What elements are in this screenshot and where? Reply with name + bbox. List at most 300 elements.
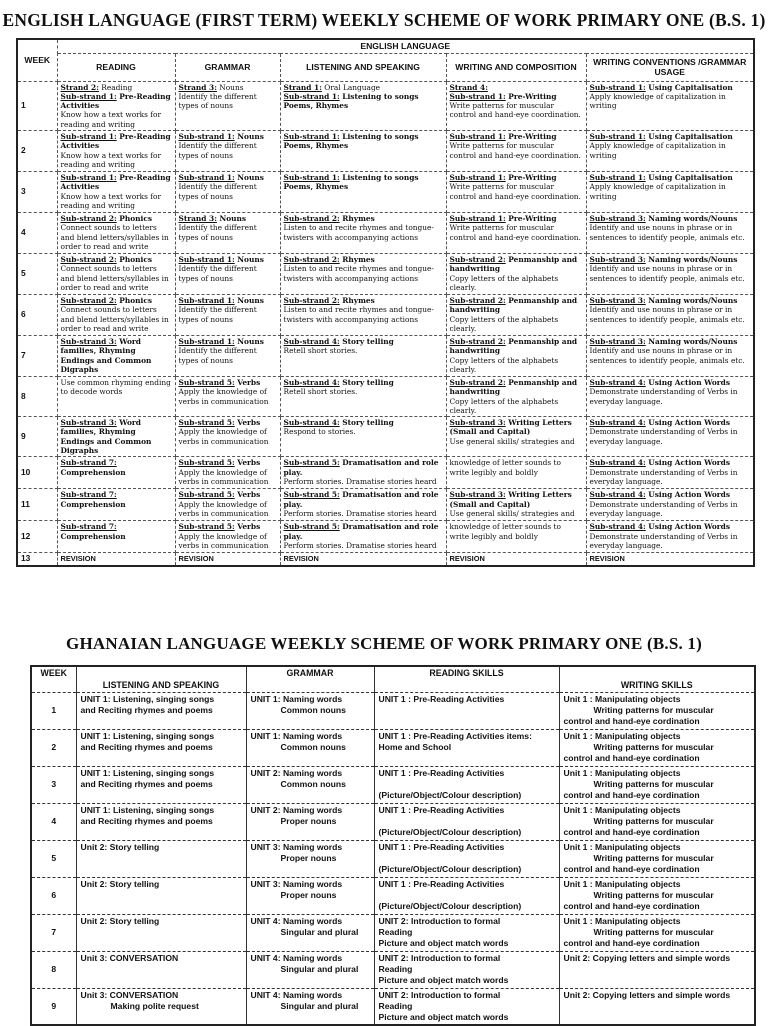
- strand-title: Dramatisation and role play.: [283, 522, 439, 541]
- strand-title: Pre-Reading Activities: [60, 172, 171, 192]
- listening-cell: [280, 457, 446, 489]
- description-text: Connect sounds to letters and blend letters/syllables in order to read and write: [60, 264, 169, 292]
- strand-label: Sub-strand 2:: [449, 254, 506, 264]
- cell-line: control and hand-eye cordination: [563, 863, 700, 874]
- description-text: Retell short stories.: [283, 346, 358, 356]
- strand-label: Sub-strand 2:: [60, 213, 117, 223]
- strand-label: Sub-strand 5:: [178, 418, 235, 428]
- cell-line: UNIT 1 : Pre-Reading Activities: [378, 841, 505, 852]
- description-text: Apply the knowledge of verbs in communication: [178, 387, 269, 406]
- english-scheme-title: ENGLISH LANGUAGE (FIRST TERM) WEEKLY SCHEME OF WORK PRIMARY ONE (B.S. 1): [2, 10, 766, 30]
- description-text: Perform stories. Dramatise stories heard: [283, 508, 437, 518]
- grammar-cell: [175, 81, 280, 130]
- table-row: [31, 877, 755, 914]
- cell-line: UNIT 4: Naming words: [250, 989, 343, 1000]
- table-row: [31, 914, 755, 951]
- header-grammar: GRAMMAR: [175, 53, 280, 81]
- strand-title: Listening to songs Poems, Rhymes: [283, 131, 419, 151]
- cell-line: Writing patterns for muscular: [593, 778, 714, 789]
- listening-cell: [280, 130, 446, 171]
- strand-title: Pre-Writing: [505, 91, 557, 101]
- week-number: 8: [17, 376, 57, 416]
- cell-line: control and hand-eye cordination: [563, 826, 700, 837]
- week-number: 4: [17, 212, 57, 253]
- writing-cell: [446, 489, 586, 521]
- strand-label: Sub-strand 1:: [60, 91, 117, 101]
- strand-label: Sub-strand 1:: [178, 172, 235, 182]
- conventions-cell: [586, 253, 754, 294]
- description-text: Identify the different types of nouns: [178, 346, 257, 365]
- description-text: Identify the different types of nouns: [178, 223, 257, 242]
- description-text: Identify the different types of nouns: [178, 264, 257, 283]
- strand-label: Sub-strand 1:: [283, 91, 340, 101]
- week-number: 5: [17, 253, 57, 294]
- strand-title: Word families, Rhyming Endings and Common Digraphs: [60, 418, 152, 456]
- description-text: Listen to and recite rhymes and tongue-twisters with accompanying actions: [283, 305, 434, 324]
- strand-title: Using Action Words: [645, 377, 730, 387]
- strand-title: Verbs: [234, 522, 261, 532]
- conventions-cell: [586, 81, 754, 130]
- cell-line: UNIT 1: Listening, singing songs: [80, 693, 215, 704]
- strand-title: Using Capitalisation: [645, 172, 733, 182]
- writing-cell: [446, 521, 586, 553]
- grammar-cell: [175, 457, 280, 489]
- description-text: Know how a text works for reading and writing: [60, 150, 162, 169]
- grammar-cell: [246, 877, 374, 914]
- cell-line: Proper nouns: [280, 815, 337, 826]
- description-text: Demonstrate understanding of Verbs in everyday language.: [589, 531, 738, 550]
- cell-line: UNIT 1: Listening, singing songs: [80, 767, 215, 778]
- description-text: Demonstrate understanding of Verbs in everyday language.: [589, 387, 738, 406]
- strand-title: Writing Letters (Small and Capital): [449, 418, 572, 437]
- conventions-cell: [586, 335, 754, 376]
- strand-label: Sub-strand 3:: [589, 295, 646, 305]
- strand-label: Sub-strand 4:: [589, 458, 646, 468]
- description-text: Listen to and recite rhymes and tongue-twisters with accompanying actions: [283, 264, 434, 283]
- table-row: [31, 692, 755, 729]
- conventions-cell: [586, 376, 754, 416]
- description-text: Apply the knowledge of verbs in communication: [178, 531, 269, 550]
- grammar-cell: [175, 171, 280, 212]
- week-number: 10: [17, 457, 57, 489]
- strand-label: Sub-strand 1:: [589, 131, 646, 141]
- strand-label: Sub-strand 1:: [449, 213, 506, 223]
- cell-line: Unit 2: Story telling: [80, 841, 160, 852]
- week-number: 2: [31, 729, 76, 766]
- cell-line: Proper nouns: [280, 852, 337, 863]
- reading-cell: [57, 489, 175, 521]
- strand-title: Rhymes: [339, 213, 375, 223]
- strand-label: Sub-strand 5:: [178, 377, 235, 387]
- week-number: 3: [31, 766, 76, 803]
- strand-label: Strand 1:: [283, 82, 322, 92]
- description-text: Identify the different types of nouns: [178, 91, 257, 111]
- table-row: [31, 766, 755, 803]
- cell-line: control and hand-eye cordination: [563, 715, 700, 726]
- strand-label: Sub-strand 3:: [60, 418, 117, 428]
- strand-label: Sub-strand 1:: [178, 254, 235, 264]
- strand-label: Sub-strand 5:: [178, 458, 235, 468]
- cell-line: Unit 1 : Manipulating objects: [563, 767, 681, 778]
- conventions-cell: [586, 457, 754, 489]
- cell-line: Unit 2: Copying letters and simple words: [563, 989, 731, 1000]
- strand-label: Sub-strand 3:: [449, 490, 506, 500]
- cell-line: UNIT 1 : Pre-Reading Activities: [378, 878, 505, 889]
- strand-label: Sub-strand 3:: [449, 418, 506, 428]
- description-text: Copy letters of the alphabets clearly.: [449, 355, 559, 374]
- strand-label: Sub-strand 4:: [589, 490, 646, 500]
- strand-title: Story telling: [339, 336, 394, 346]
- reading-cell: [57, 130, 175, 171]
- writing-cell: [446, 212, 586, 253]
- strand-title: Comprehension: [60, 499, 126, 509]
- week-number: 5: [31, 840, 76, 877]
- cell-line: Singular and plural: [280, 926, 359, 937]
- cell-line: UNIT 4: Naming words: [250, 915, 343, 926]
- strand-title: Using Capitalisation: [645, 82, 733, 92]
- grammar-cell: [246, 951, 374, 988]
- writing-cell: [446, 335, 586, 376]
- table-row: [17, 212, 754, 253]
- week-number: 9: [17, 417, 57, 457]
- spacer: [379, 779, 555, 790]
- description-text: Apply the knowledge of verbs in communication: [178, 467, 269, 486]
- grammar-cell: [175, 376, 280, 416]
- week-number: 1: [31, 692, 76, 729]
- description-text: Identify and use nouns in phrase or in sentences to identify people, animals etc.: [589, 346, 745, 365]
- strand-label: Sub-strand 5:: [283, 522, 340, 532]
- reading-cell: [57, 212, 175, 253]
- cell-line: Unit 2: Story telling: [80, 878, 160, 889]
- header-listening-speaking: LISTENING AND SPEAKING: [280, 53, 446, 81]
- strand-label: Sub-strand 5:: [178, 522, 235, 532]
- strand-title: Nouns: [216, 213, 247, 223]
- description-text: Respond to stories.: [283, 427, 356, 437]
- revision-cell: REVISION: [175, 553, 280, 566]
- strand-label: Sub-strand 2:: [283, 213, 340, 223]
- strand-label: Sub-strand 2:: [283, 254, 340, 264]
- strand-label: Sub-strand 1:: [60, 172, 117, 182]
- description-text: Copy letters of the alphabets clearly.: [449, 314, 559, 333]
- description-text: Reading: [98, 82, 133, 92]
- week-number: 7: [31, 914, 76, 951]
- description-text: Connect sounds to letters and blend letters/syllables in order to read and write: [60, 223, 169, 251]
- cell-line: Unit 2: Story telling: [80, 915, 160, 926]
- week-number: 1: [17, 81, 57, 130]
- strand-label: Sub-strand 4:: [589, 377, 646, 387]
- strand-label: Sub-strand 1:: [449, 131, 506, 141]
- description-text: Demonstrate understanding of Verbs in everyday language.: [589, 427, 738, 446]
- cell-line: Unit 1 : Manipulating objects: [563, 730, 681, 741]
- strand-title: Nouns: [234, 336, 264, 346]
- reading-cell: [374, 803, 559, 840]
- table-row: [17, 521, 754, 553]
- strand-label: Sub-strand 4:: [283, 336, 340, 346]
- table-row: [17, 253, 754, 294]
- cell-line: Unit 3: CONVERSATION: [80, 952, 179, 963]
- reading-cell: [374, 692, 559, 729]
- cell-line: Common nouns: [280, 741, 346, 752]
- table-row: [17, 335, 754, 376]
- grammar-cell: [175, 294, 280, 335]
- strand-title: Verbs: [234, 490, 261, 500]
- writing-cell: [446, 294, 586, 335]
- gh-header-reading-skills: READING SKILLS: [374, 666, 559, 692]
- strand-title: Pre-Writing: [505, 131, 557, 141]
- description-text: Use general skills/ strategies and: [449, 436, 575, 446]
- cell-line: Unit 1 : Manipulating objects: [563, 841, 681, 852]
- strand-title: Phonics: [116, 254, 152, 264]
- cell-line: Home and School: [378, 741, 452, 752]
- grammar-cell: [246, 803, 374, 840]
- revision-cell: REVISION: [446, 553, 586, 566]
- grammar-cell: [175, 417, 280, 457]
- english-scheme-table: [16, 38, 755, 567]
- description-text: Identify and use nouns in phrase or in sentences to identify people, animals etc.: [589, 305, 745, 324]
- description-text: Apply knowledge of capitalization in writing: [589, 91, 726, 111]
- cell-line: UNIT 2: Introduction to formal: [378, 952, 501, 963]
- cell-line: UNIT 4: Naming words: [250, 952, 343, 963]
- table-row: [17, 81, 754, 130]
- cell-line: control and hand-eye cordination: [563, 752, 700, 763]
- header-reading: READING: [57, 53, 175, 81]
- description-text: Use general skills/ strategies and: [449, 508, 575, 518]
- strand-title: Naming words/Nouns: [645, 254, 738, 264]
- cell-line: Writing patterns for muscular: [593, 815, 714, 826]
- listening-cell: [76, 766, 246, 803]
- conventions-cell: [586, 489, 754, 521]
- description-text: Apply the knowledge of verbs in communication: [178, 427, 269, 446]
- description-text: Apply the knowledge of verbs in communication: [178, 499, 269, 518]
- listening-cell: [280, 171, 446, 212]
- strand-title: Using Action Words: [645, 490, 730, 500]
- description-text: Retell short stories.: [283, 387, 358, 397]
- spacer: [379, 890, 555, 901]
- description-text: Connect sounds to letters and blend letters/syllables in order to read and write: [60, 305, 169, 333]
- description-text: Identify the different types of nouns: [178, 141, 257, 160]
- writing-cell: [446, 457, 586, 489]
- grammar-cell: [175, 130, 280, 171]
- reading-cell: [57, 376, 175, 416]
- conventions-cell: [586, 130, 754, 171]
- strand-label: Sub-strand 3:: [589, 254, 646, 264]
- week-number: 3: [17, 171, 57, 212]
- strand-label: Sub-strand 3:: [60, 336, 117, 346]
- cell-line: and Reciting rhymes and poems: [80, 741, 213, 752]
- week-number: 9: [31, 988, 76, 1025]
- strand-label: Sub-strand 2:: [449, 377, 506, 387]
- reading-cell: [57, 521, 175, 553]
- strand-title: Nouns: [234, 254, 264, 264]
- description-text: Copy letters of the alphabets clearly.: [449, 396, 559, 415]
- strand-title: Verbs: [234, 418, 261, 428]
- writing-cell: [446, 417, 586, 457]
- strand-label: Sub-strand 5:: [178, 490, 235, 500]
- cell-line: Reading: [378, 1000, 413, 1011]
- cell-line: Unit 3: CONVERSATION: [80, 989, 179, 1000]
- week-number: 12: [17, 521, 57, 553]
- table-row: [31, 840, 755, 877]
- week-number: 6: [31, 877, 76, 914]
- grammar-cell: [246, 914, 374, 951]
- reading-cell: [374, 729, 559, 766]
- week-number: 8: [31, 951, 76, 988]
- gh-header-writing-skills: WRITING SKILLS: [559, 666, 755, 692]
- cell-line: UNIT 1: Naming words: [250, 730, 343, 741]
- grammar-cell: [246, 988, 374, 1025]
- cell-line: Unit 1 : Manipulating objects: [563, 915, 681, 926]
- strand-title: Pre-Reading Activities: [60, 91, 171, 111]
- strand-title: Penmanship and handwriting: [449, 377, 578, 397]
- conventions-cell: [586, 417, 754, 457]
- strand-title: Nouns: [234, 295, 264, 305]
- spacer: [379, 816, 555, 827]
- cell-line: control and hand-eye cordination: [563, 789, 700, 800]
- cell-line: (Picture/Object/Colour description): [378, 826, 522, 837]
- listening-cell: [280, 376, 446, 416]
- writing-cell: [559, 692, 755, 729]
- cell-line: UNIT 1 : Pre-Reading Activities items:: [378, 730, 532, 741]
- revision-row: [17, 553, 754, 566]
- listening-cell: [76, 729, 246, 766]
- cell-line: Reading: [378, 926, 413, 937]
- strand-title: Pre-Writing: [505, 213, 557, 223]
- description-text: Demonstrate understanding of Verbs in everyday language.: [589, 467, 738, 486]
- reading-cell: [374, 877, 559, 914]
- writing-cell: [446, 171, 586, 212]
- strand-label: Sub-strand 2:: [449, 336, 506, 346]
- strand-label: Sub-strand 4:: [283, 418, 340, 428]
- description-text: Copy letters of the alphabets clearly.: [449, 273, 559, 292]
- cell-line: and Reciting rhymes and poems: [80, 704, 213, 715]
- table-row: [31, 729, 755, 766]
- description-text: Write patterns for muscular control and hand-eye coordination.: [449, 141, 581, 160]
- strand-label: Sub-strand 5:: [283, 458, 340, 468]
- listening-cell: [76, 840, 246, 877]
- strand-title: Rhymes: [339, 254, 375, 264]
- strand-label: Sub-strand 7:: [60, 522, 117, 532]
- ghanaian-scheme-table: [30, 665, 756, 1026]
- grammar-cell: [175, 212, 280, 253]
- strand-title: Naming words/Nouns: [645, 295, 738, 305]
- writing-cell: [559, 951, 755, 988]
- cell-line: (Picture/Object/Colour description): [378, 789, 522, 800]
- strand-label: Sub-strand 1:: [178, 295, 235, 305]
- reading-cell: [374, 988, 559, 1025]
- description-text: knowledge of letter sounds to write legibly and boldly: [449, 458, 561, 477]
- strand-label: Sub-strand 1:: [60, 131, 117, 141]
- writing-cell: [559, 840, 755, 877]
- cell-line: and Reciting rhymes and poems: [80, 778, 213, 789]
- reading-cell: [57, 171, 175, 212]
- listening-cell: [280, 417, 446, 457]
- gh-header-grammar: GRAMMAR: [246, 666, 374, 692]
- cell-line: control and hand-eye cordination: [563, 900, 700, 911]
- cell-line: (Picture/Object/Colour description): [378, 863, 522, 874]
- table-row: [17, 457, 754, 489]
- header-writing-composition: WRITING AND COMPOSITION: [446, 53, 586, 81]
- gh-header-listening-speaking: LISTENING AND SPEAKING: [76, 666, 246, 692]
- strand-label: Sub-strand 4:: [589, 522, 646, 532]
- reading-cell: [374, 766, 559, 803]
- cell-line: UNIT 1: Listening, singing songs: [80, 730, 215, 741]
- reading-cell: [374, 914, 559, 951]
- writing-cell: [559, 914, 755, 951]
- strand-label: Strand 3:: [178, 213, 217, 223]
- strand-title: Comprehension: [60, 467, 126, 477]
- strand-title: Writing Letters (Small and Capital): [449, 490, 572, 509]
- table-row: [17, 130, 754, 171]
- table-row: [17, 489, 754, 521]
- strand-title: Naming words/Nouns: [645, 336, 738, 346]
- table-row: [31, 988, 755, 1025]
- strand-label: Sub-strand 1:: [449, 172, 506, 182]
- listening-cell: [280, 521, 446, 553]
- conventions-cell: [586, 521, 754, 553]
- cell-line: Writing patterns for muscular: [593, 926, 714, 937]
- cell-line: Common nouns: [280, 778, 346, 789]
- listening-cell: [280, 335, 446, 376]
- listening-cell: [76, 988, 246, 1025]
- header-week: WEEK: [17, 39, 57, 81]
- description-text: Identify the different types of nouns: [178, 305, 257, 324]
- strand-label: Sub-strand 7:: [60, 458, 117, 468]
- week-number: 2: [17, 130, 57, 171]
- strand-title: Nouns: [234, 131, 264, 141]
- grammar-cell: [246, 729, 374, 766]
- week-number: 11: [17, 489, 57, 521]
- cell-line: Picture and object match words: [378, 1011, 509, 1022]
- description-text: Write patterns for muscular control and hand-eye coordination.: [449, 101, 581, 120]
- cell-line: Picture and object match words: [378, 974, 509, 985]
- cell-line: Unit 1 : Manipulating objects: [563, 693, 681, 704]
- cell-line: Writing patterns for muscular: [593, 704, 714, 715]
- strand-title: Phonics: [116, 213, 152, 223]
- description-text: Listen to and recite rhymes and tongue-twisters with accompanying actions: [283, 223, 434, 242]
- listening-cell: [280, 489, 446, 521]
- cell-line: Unit 2: Copying letters and simple words: [563, 952, 731, 963]
- grammar-cell: [175, 253, 280, 294]
- cell-line: Writing patterns for muscular: [593, 889, 714, 900]
- cell-line: UNIT 1 : Pre-Reading Activities: [378, 693, 505, 704]
- description-text: Nouns: [216, 82, 244, 92]
- strand-label: Sub-strand 1:: [178, 336, 235, 346]
- revision-cell: REVISION: [586, 553, 754, 566]
- description-text: Use common rhyming ending to decode words: [60, 377, 171, 397]
- strand-label: Strand 4:: [449, 82, 488, 92]
- description-text: Write patterns for muscular control and hand-eye coordination.: [449, 223, 581, 242]
- strand-label: Sub-strand 1:: [449, 91, 506, 101]
- strand-title: Nouns: [234, 172, 264, 182]
- cell-line: Unit 1 : Manipulating objects: [563, 804, 681, 815]
- strand-title: Verbs: [234, 458, 261, 468]
- strand-title: Naming words/Nouns: [645, 213, 738, 223]
- description-text: Perform stories. Dramatise stories heard: [283, 540, 437, 550]
- cell-line: control and hand-eye cordination: [563, 937, 700, 948]
- grammar-cell: [175, 489, 280, 521]
- strand-label: Sub-strand 2:: [449, 295, 506, 305]
- cell-line: UNIT 1: Naming words: [250, 693, 343, 704]
- reading-cell: [57, 294, 175, 335]
- strand-title: Word families, Rhyming Endings and Common Digraphs: [60, 336, 152, 374]
- writing-cell: [559, 766, 755, 803]
- cell-line: and Reciting rhymes and poems: [80, 815, 213, 826]
- listening-cell: [76, 803, 246, 840]
- description-text: Know how a text works for reading and writing: [60, 191, 162, 210]
- strand-label: Sub-strand 7:: [60, 490, 117, 500]
- reading-cell: [374, 951, 559, 988]
- grammar-cell: [246, 840, 374, 877]
